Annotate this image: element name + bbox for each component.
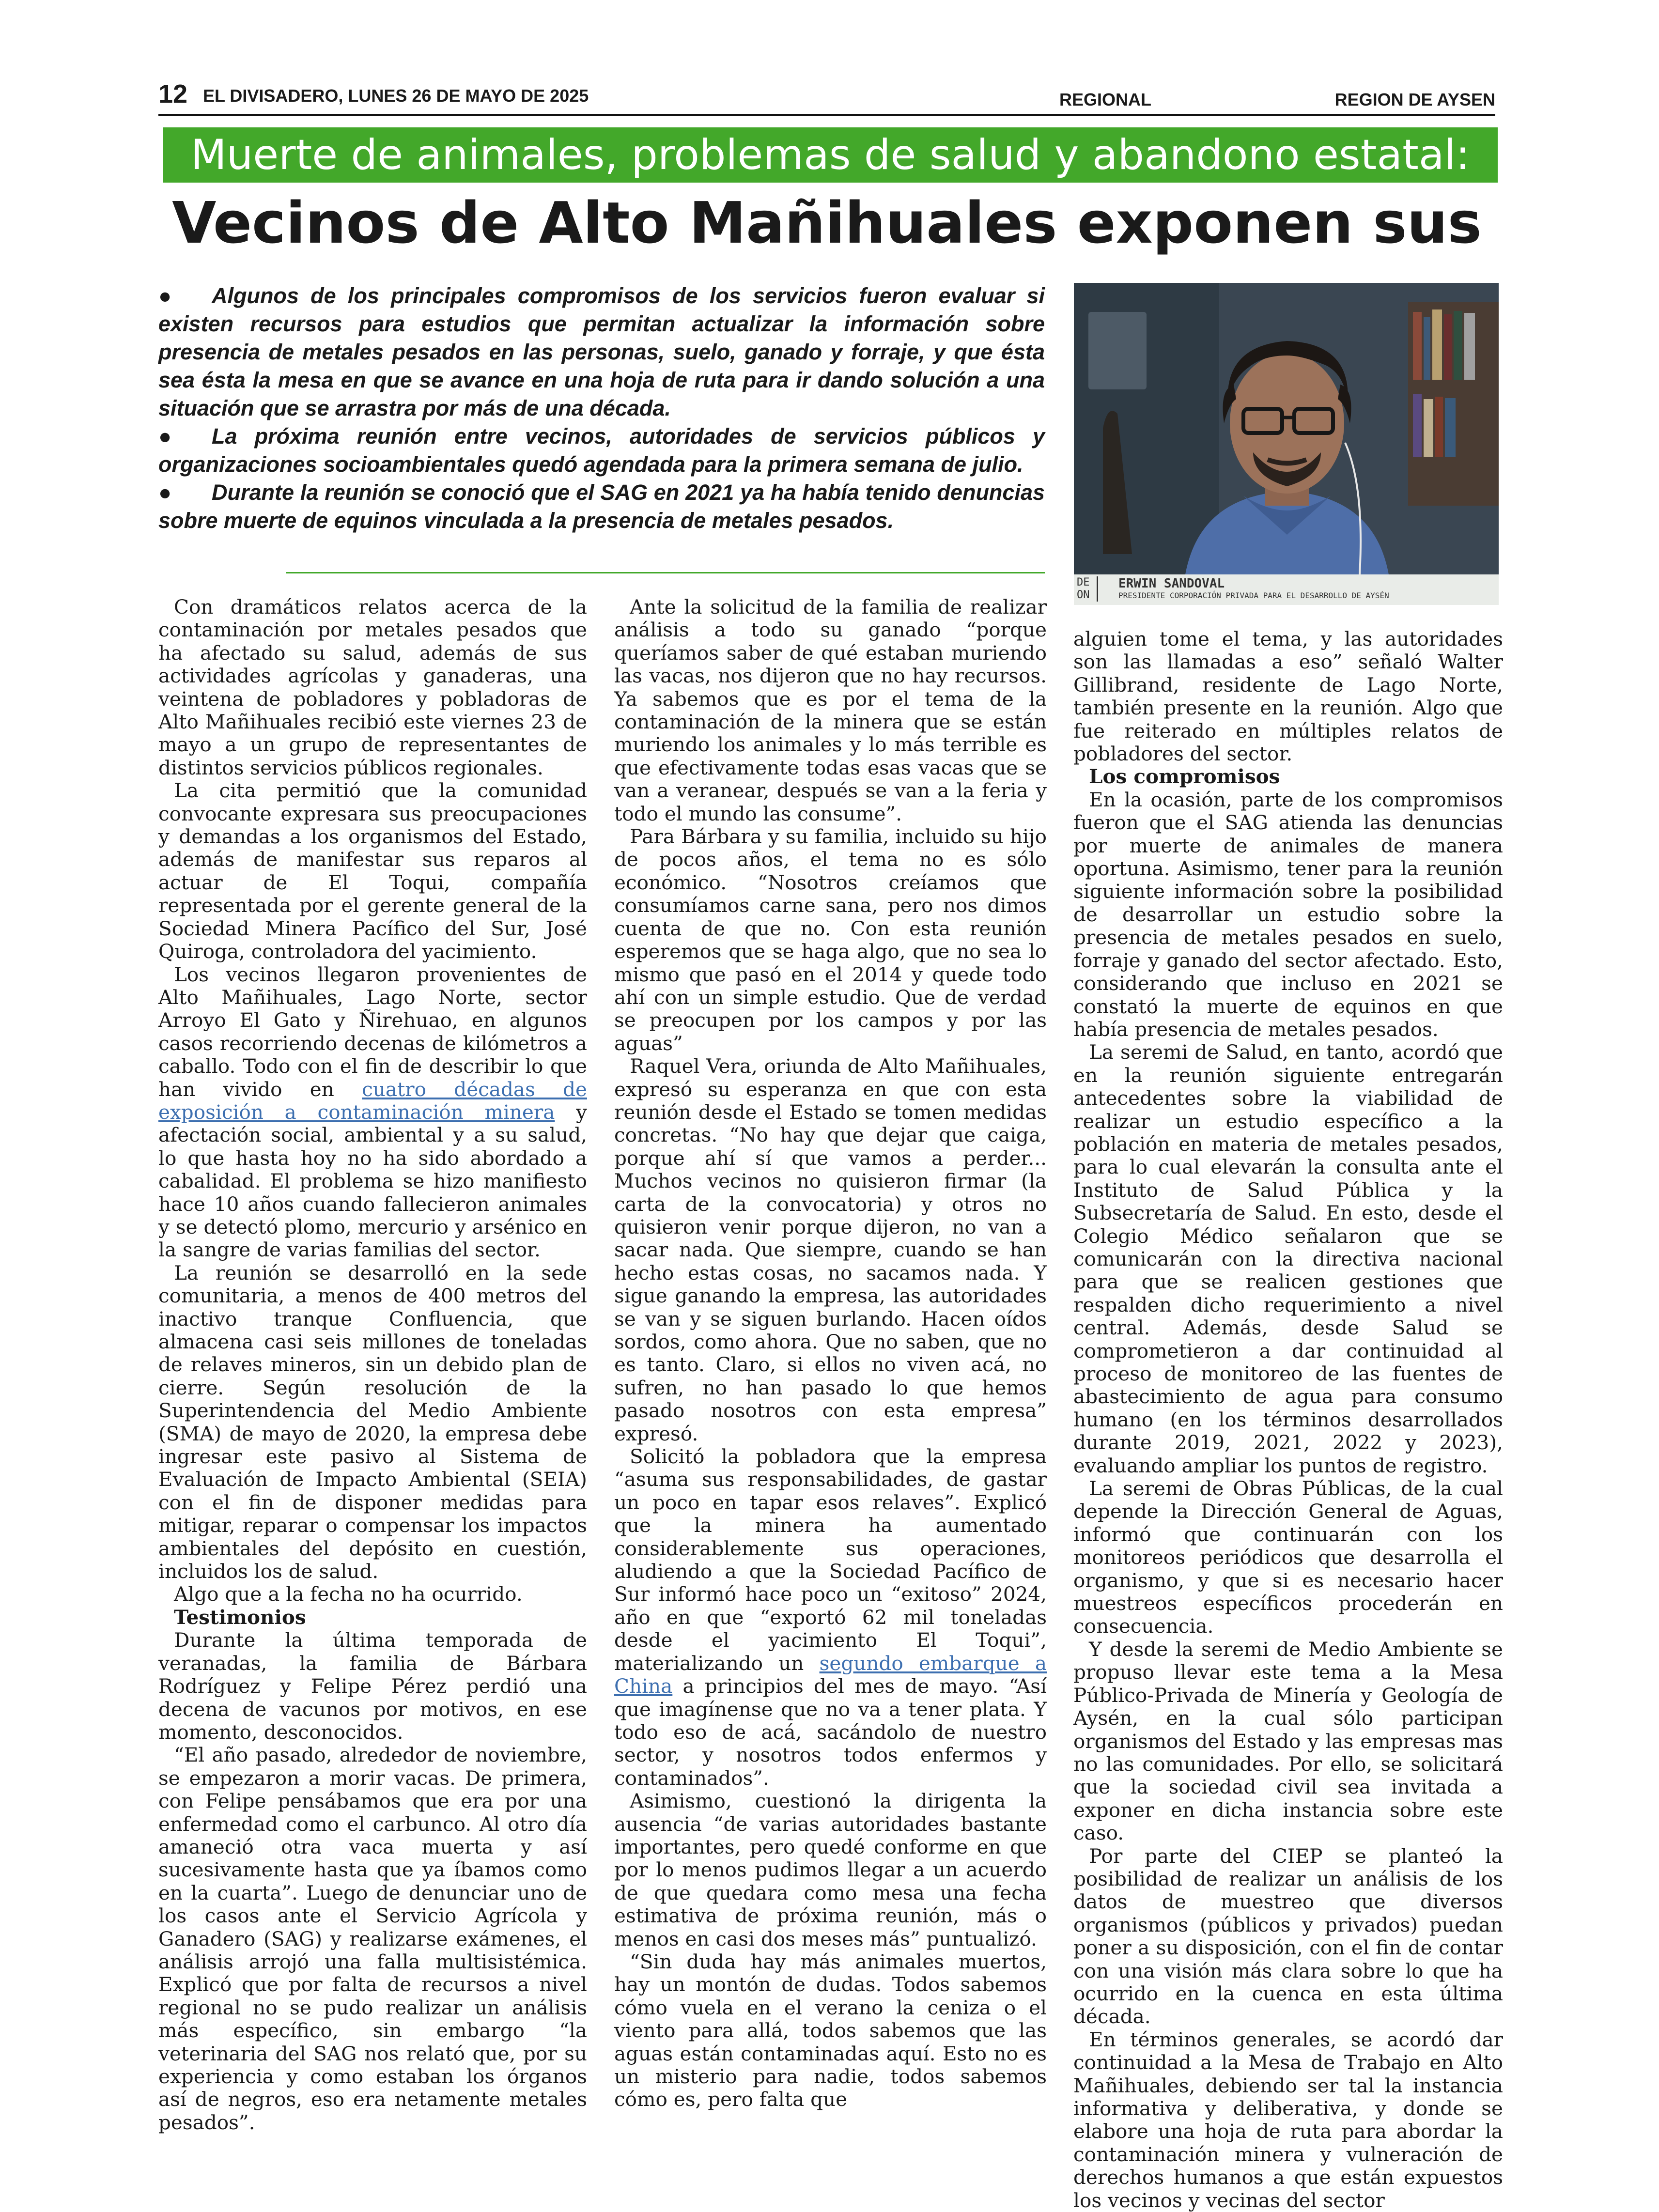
page-header	[158, 79, 1495, 116]
bullet-dot-icon: ●	[158, 283, 172, 308]
paragraph: Asimismo, cuestionó la dirigenta la ausencia “de varias autoridades bastante importantes, pero quedé conforme en que por lo menos pudimos llegar a un acuerdo de que quedara como mesa una fecha estimativa de próxima reunión, más o menos en casi dos meses más” puntualizó.	[614, 1789, 1047, 1950]
paragraph: Por parte del CIEP se planteó la posibilidad de realizar un análisis de los datos de muestreo que diversos organismos (públicos y privados) puedan poner a su disposición, con el fin de contar con una visión más clara sobre lo que ha ocurrido en la cuenca en esta última década.	[1073, 1844, 1503, 2028]
paragraph-text: Solicitó la pobladora que la empresa “asuma sus responsabilidades, de gastar un poco en tapar esos relaves”. Explicó que la minera ha aumentado considerablemente sus operaciones, aludiendo a que la Sociedad Pacífico de Sur informó hace poco un “exitoso” 2024, año en que “exportó 62 mil toneladas desde el yacimiento El Toqui”, materializando un	[614, 1445, 1047, 1675]
photo-caption-edge: DE ON	[1077, 576, 1098, 602]
bullet-item	[158, 479, 1045, 535]
paragraph: Durante la última temporada de veranadas, la familia de Bárbara Rodríguez y Felipe Pérez perdió una decena de vacunos por motivos, en ese momento, desconocidos.	[158, 1628, 587, 1744]
bullet-dot-icon: ●	[158, 424, 172, 449]
subheading-testimonios: Testimonios	[174, 1605, 306, 1629]
headline: Vecinos de Alto Mañihuales exponen sus	[172, 189, 1482, 256]
paragraph: Ante la solicitud de la familia de realizar análisis a todo su ganado “porque queríamos saber de qué estaban muriendo las vacas, nos dijeron que no hay recursos. Ya sabemos que es por el tema de la contaminación de la minera que se están muriendo los animales y lo más terrible es que efectivamente todas esas vacas que se van a veranear, después se van a la feria y todo el mundo las consume”.	[614, 595, 1047, 825]
paragraph: alguien tome el tema, y las autoridades son las llamadas a eso” señaló Walter Gillibrand, residente de Lago Norte, también presente en la reunión. Algo que fue reiterado en múltiples relatos de pobladores del sector.	[1073, 627, 1503, 766]
paragraph: En términos generales, se acordó dar continuidad a la Mesa de Trabajo en Alto Mañihuales, debiendo ser tal la instancia informativa y deliberativa, y donde se elabore una hoja de ruta para abordar la contaminación minera y vulneración de derechos humanos a que están expuestos los vecinos y vecinas del sector	[1073, 2027, 1503, 2212]
bullet-text: La próxima reunión entre vecinos, autoridades de servicios públicos y organizaciones socioambientales quedó agendada para la primera semana de julio.	[158, 424, 1045, 477]
paragraph: Y desde la seremi de Medio Ambiente se propuso llevar este tema a la Mesa Público-Privada de Minería y Geología de Aysén, en la cual sólo participan organismos del Estado y las empresas mas no las comunidades. Por ello, se solicitará que la sociedad civil sea invitada a exponer en dicha instancia sobre este caso.	[1073, 1637, 1503, 1845]
paragraph: En la ocasión, parte de los compromisos fueron que el SAG atienda las denuncias por muerte de animales de manera oportuna. Asimismo, tener para la reunión siguiente información sobre la posibilidad de desarrollar un estudio sobre la presencia de metales pesados en suelo, forraje y ganado del sector afectado. Esto, considerando que incluso en 2021 se constató la muerte de equinos en que había presencia de metales pesados.	[1073, 788, 1503, 1041]
summary-bullets	[158, 282, 1045, 535]
paragraph: La seremi de Obras Públicas, de la cual depende la Dirección General de Aguas, informó que continuarán con los monitoreos periódicos que desarrolla el organismo, y que si es necesario hacer muestreos específicos procederán en consecuencia.	[1073, 1477, 1503, 1638]
bullet-text: Durante la reunión se conoció que el SAG en 2021 ya ha había tenido denuncias sobre muerte de equinos vinculada a la presencia de metales pesados.	[158, 480, 1045, 533]
bullet-item	[158, 422, 1045, 479]
paragraph: Algo que a la fecha no ha ocurrido.	[174, 1582, 523, 1606]
paragraph: La reunión se desarrolló en la sede comunitaria, a menos de 400 metros del inactivo tranque Confluencia, que almacena casi seis millones de toneladas de relaves mineros, sin un debido plan de cierre. Según resolución de la Superintendencia del Medio Ambiente (SMA) de mayo de 2020, la empresa debe ingresar este pasivo al Sistema de Evaluación de Impacto Ambiental (SEIA) con el fin de disponer medidas para mitigar, reparar o compensar los impactos ambientales del depósito en cuestión, incluidos los de salud.	[158, 1261, 587, 1583]
paragraph: Con dramáticos relatos acerca de la contaminación por metales pesados que ha afectado su salud, además de sus actividades agrícolas y ganaderas, una veintena de pobladores y pobladoras de Alto Mañihuales recibió este viernes 23 de mayo a un grupo de representantes de distintos servicios públicos regionales.	[158, 595, 587, 779]
page-number: 12	[158, 79, 188, 108]
paragraph: “Sin duda hay más animales muertos, hay un montón de dudas. Todos sabemos cómo vuela en el verano la ceniza o el viento para allá, todos sabemos que las aguas están contaminadas aquí. Esto no es un misterio para nadie, todos sabemos cómo es, pero falta que	[614, 1949, 1047, 2111]
paragraph-text: Los vecinos llegaron provenientes de Alto Mañihuales, Lago Norte, sector Arroyo El Gato y Ñirehuao, en algunos casos recorriendo decenas de kilómetros a caballo. Todo con el fin de describir lo que han vivido en	[158, 962, 587, 1101]
bullet-item	[158, 282, 1045, 422]
photo-caption-role: PRESIDENTE CORPORACIÓN PRIVADA PARA EL DESARROLLO DE AYSÉN	[1118, 591, 1389, 600]
paragraph: La cita permitió que la comunidad convocante expresara sus preocupaciones y demandas a los organismos del Estado, además de manifestar sus reparos al actuar de El Toqui, compañía representada por el gerente general de la Sociedad Minera Pacífico del Sur, José Quiroga, controladora del yacimiento.	[158, 779, 587, 963]
newspaper-date: EL DIVISADERO, LUNES 26 DE MAYO DE 2025	[203, 86, 589, 106]
article-column-3	[1073, 628, 1503, 2212]
bullets-divider	[286, 572, 1045, 573]
bullet-text: Algunos de los principales compromisos de los servicios fueron evaluar si existen recursos para estudios que permitan actualizar la información sobre presencia de metales pesados en las personas, suelo, ganado y forraje, y que ésta sea ésta la mesa en que se avance en una hoja de ruta para ir dando solución a una situación que se arrastra por más de una década.	[158, 283, 1045, 420]
paragraph-text: a principios del mes de mayo. “Así que imagínense que no va a tener plata. Y todo eso de acá, sacándolo de nuestro sector, y nosotros todos enfermos y contaminados”.	[614, 1674, 1047, 1790]
paragraph: La seremi de Salud, en tanto, acordó que en la reunión siguiente entregarán antecedentes sobre la viabilidad de realizar un estudio específico a la población en materia de metales pesados, para lo cual elevarán la consulta ante el Instituto de Salud Pública y la Subsecretaría de Salud. En esto, desde el Colegio Médico señalaron que se comunicarán con la directiva nacional para que se realicen gestiones que respalden dicho requerimiento a nivel central. Además, desde Salud se comprometieron a dar continuidad al proceso de monitoreo de las fuentes de abastecimiento de agua para consumo humano (en los términos desarrollados durante 2019, 2021, 2022 y 2023), evaluando ampliar los puntos de registro.	[1073, 1040, 1503, 1477]
article-column-2	[614, 596, 1047, 2111]
subheading-compromisos: Los compromisos	[1089, 765, 1280, 789]
paragraph: Raquel Vera, oriunda de Alto Mañihuales, expresó su esperanza en que con esta reunión desde el Estado se tomen medidas concretas. “No hay que dejar que caiga, porque ahí sí que vamos a perder... Muchos vecinos no quisieron firmar (la carta de la convocatoria) y otros no quisieron venir porque dijeron, no van a sacar nada. Que siempre, cuando se han hecho estas cosas, no sacamos nada. Y sigue ganando la empresa, las autoridades se van y se siguen burlando. Hacen oídos sordos, como ahora. Que no saben, que no es tanto. Claro, si ellos no viven acá, no sufren, no han pasado lo que hemos pasado nosotros con esta empresa” expresó.	[614, 1054, 1047, 1445]
paragraph: “El año pasado, alrededor de noviembre, se empezaron a morir vacas. De primera, con Felipe pensábamos que era por una enfermedad como el carbunco. Al otro día amaneció otra vaca muerta y así sucesivamente hasta que ya íbamos como en la cuarta”. Luego de denunciar uno de los casos ante el Servicio Agrícola y Ganadero (SAG) y realizarse exámenes, el análisis arrojó una falla multisistémica. Explicó que por falta de recursos a nivel regional no se pudo realizar un análisis más específico, sin embargo “la veterinaria del SAG nos relató que, por su experiencia y como estaban los órganos así de negros, eso era netamente metales pesados”.	[158, 1743, 587, 2134]
portrait-illustration	[1074, 283, 1499, 574]
region-label: REGION DE AYSEN	[1334, 90, 1495, 109]
photo-caption-name: ERWIN SANDOVAL	[1118, 576, 1225, 591]
paragraph	[614, 1445, 1047, 1790]
interviewee-photo	[1074, 283, 1499, 605]
paragraph-text: y afectación social, ambiental y a su salud, lo que hasta hoy no ha sido abordado a cabalidad. El problema se hizo manifiesto hace 10 años cuando fallecieron animales y se detectó plomo, mercurio y arsénico en la sangre de varias familias del sector.	[158, 1100, 587, 1262]
paragraph: Para Bárbara y su familia, incluido su hijo de pocos años, el tema no es sólo económico. “Nosotros creíamos que consumíamos carne sana, pero nos dimos cuenta de que no. Con esta reunión esperemos que se haga algo, que no sea lo mismo que pasó en el 2014 y quede todo ahí con un simple estudio. Que de verdad se preocupen por los campos y por las aguas”	[614, 825, 1047, 1055]
article-column-1	[158, 596, 587, 2134]
link-segundo-embarque[interactable]: segundo embarque a China	[614, 1651, 1047, 1698]
section-label: REGIONAL	[1059, 90, 1152, 109]
kicker-banner: Muerte de animales, problemas de salud y abandono estatal:	[163, 127, 1498, 183]
paragraph	[158, 963, 587, 1262]
link-cuatro-decadas[interactable]: cuatro décadas de exposición a contaminación minera	[158, 1077, 587, 1124]
bullet-dot-icon: ●	[158, 480, 172, 505]
